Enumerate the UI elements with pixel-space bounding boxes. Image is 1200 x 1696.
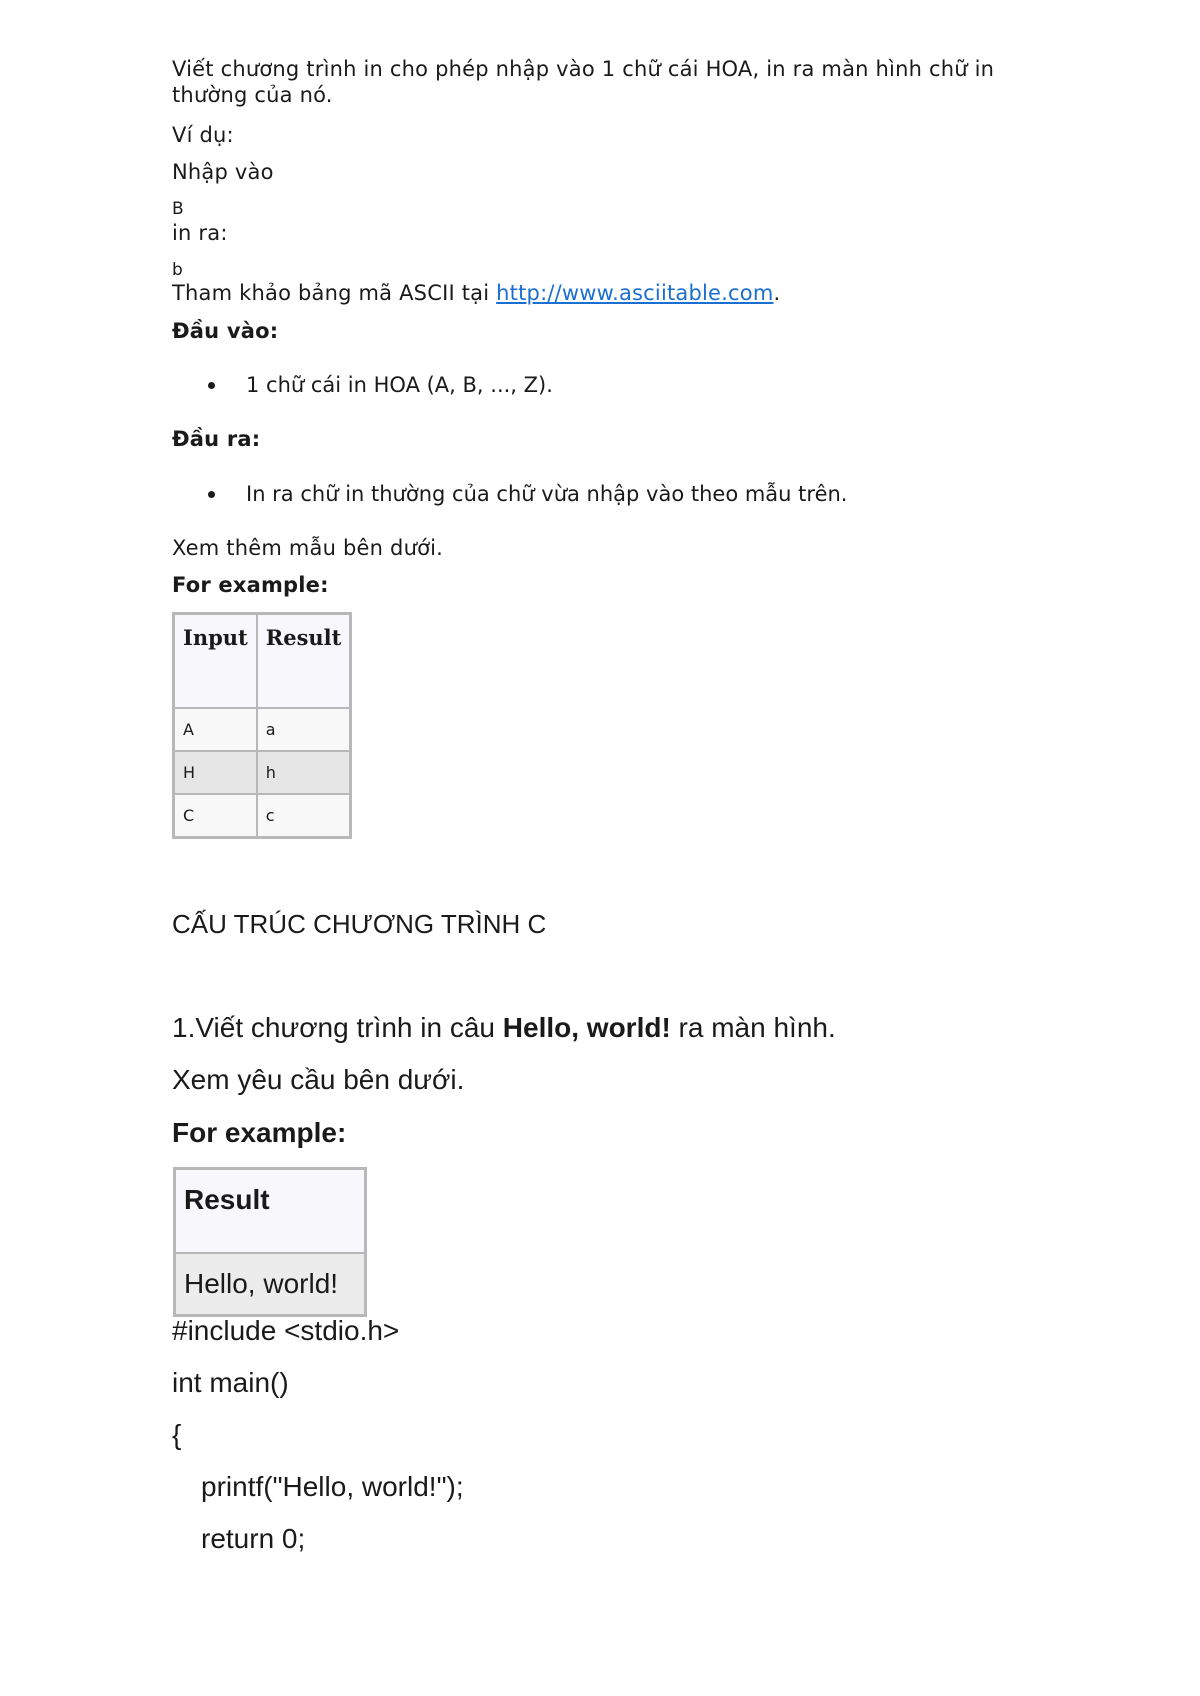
output-bullet-text: In ra chữ in thường của chữ vừa nhập vào theo mẫu trên. [246,482,848,506]
table-cell-input: H [174,751,257,794]
ascii-table-link[interactable]: http://www.asciitable.com [496,281,774,305]
column-header-input: Input [174,614,257,708]
table-row [175,1253,365,1315]
output-bullet-list [172,481,847,507]
see-more-text: Xem thêm mẫu bên dưới. [172,536,444,560]
code-line: { [172,1419,182,1450]
code-line: return 0; [201,1523,306,1554]
table-cell-input: C [174,794,257,837]
output-value: b [172,260,183,280]
see-requirements-text: Xem yêu cầu bên dưới. [172,1064,465,1095]
task-suffix: ra màn hình. [670,1012,836,1043]
section-title: CẤU TRÚC CHƯƠNG TRÌNH C [172,909,547,939]
input-bullet-text: 1 chữ cái in HOA (A, B, ..., Z). [246,373,553,397]
table-cell-input: A [174,708,257,751]
table-cell-result: a [257,708,351,751]
table-row [174,751,350,794]
table-cell-result: h [257,751,351,794]
input-value: B [172,199,184,219]
bullet-icon [208,491,215,498]
list-item [172,372,553,398]
task-bold: Hello, world! [502,1012,671,1043]
column-header-result: Result [257,614,351,708]
column-header-result: Result [175,1169,365,1253]
table-cell-result: c [257,794,351,837]
problem-statement-text: Viết chương trình in cho phép nhập vào 1 chữ cái HOA, in ra màn hình chữ in thường của nó. [172,57,995,107]
code-line: printf("Hello, world!"); [201,1471,464,1502]
code-line: #include <stdio.h> [172,1315,400,1346]
task-statement [172,1012,836,1044]
input-heading: Đầu vào: [172,319,279,343]
output-label: in ra: [172,221,228,245]
example-table [172,612,352,839]
example-label: Ví dụ: [172,123,234,147]
bullet-icon [208,382,215,389]
task-prefix: 1.Viết chương trình in câu [172,1012,503,1043]
result-table [173,1167,367,1317]
output-heading: Đầu ra: [172,427,261,451]
input-label: Nhập vào [172,160,274,184]
ascii-reference-prefix: Tham khảo bảng mã ASCII tại [172,281,497,305]
ascii-reference [172,280,780,306]
for-example-label: For example: [172,573,329,597]
table-cell-result: Hello, world! [175,1253,365,1315]
table-row [174,794,350,837]
section-for-example-label: For example: [172,1117,347,1148]
code-line: int main() [172,1367,289,1398]
ascii-reference-suffix: . [773,281,781,305]
list-item [172,481,847,507]
table-row [174,708,350,751]
input-bullet-list [172,372,553,398]
problem-statement [172,56,1052,108]
